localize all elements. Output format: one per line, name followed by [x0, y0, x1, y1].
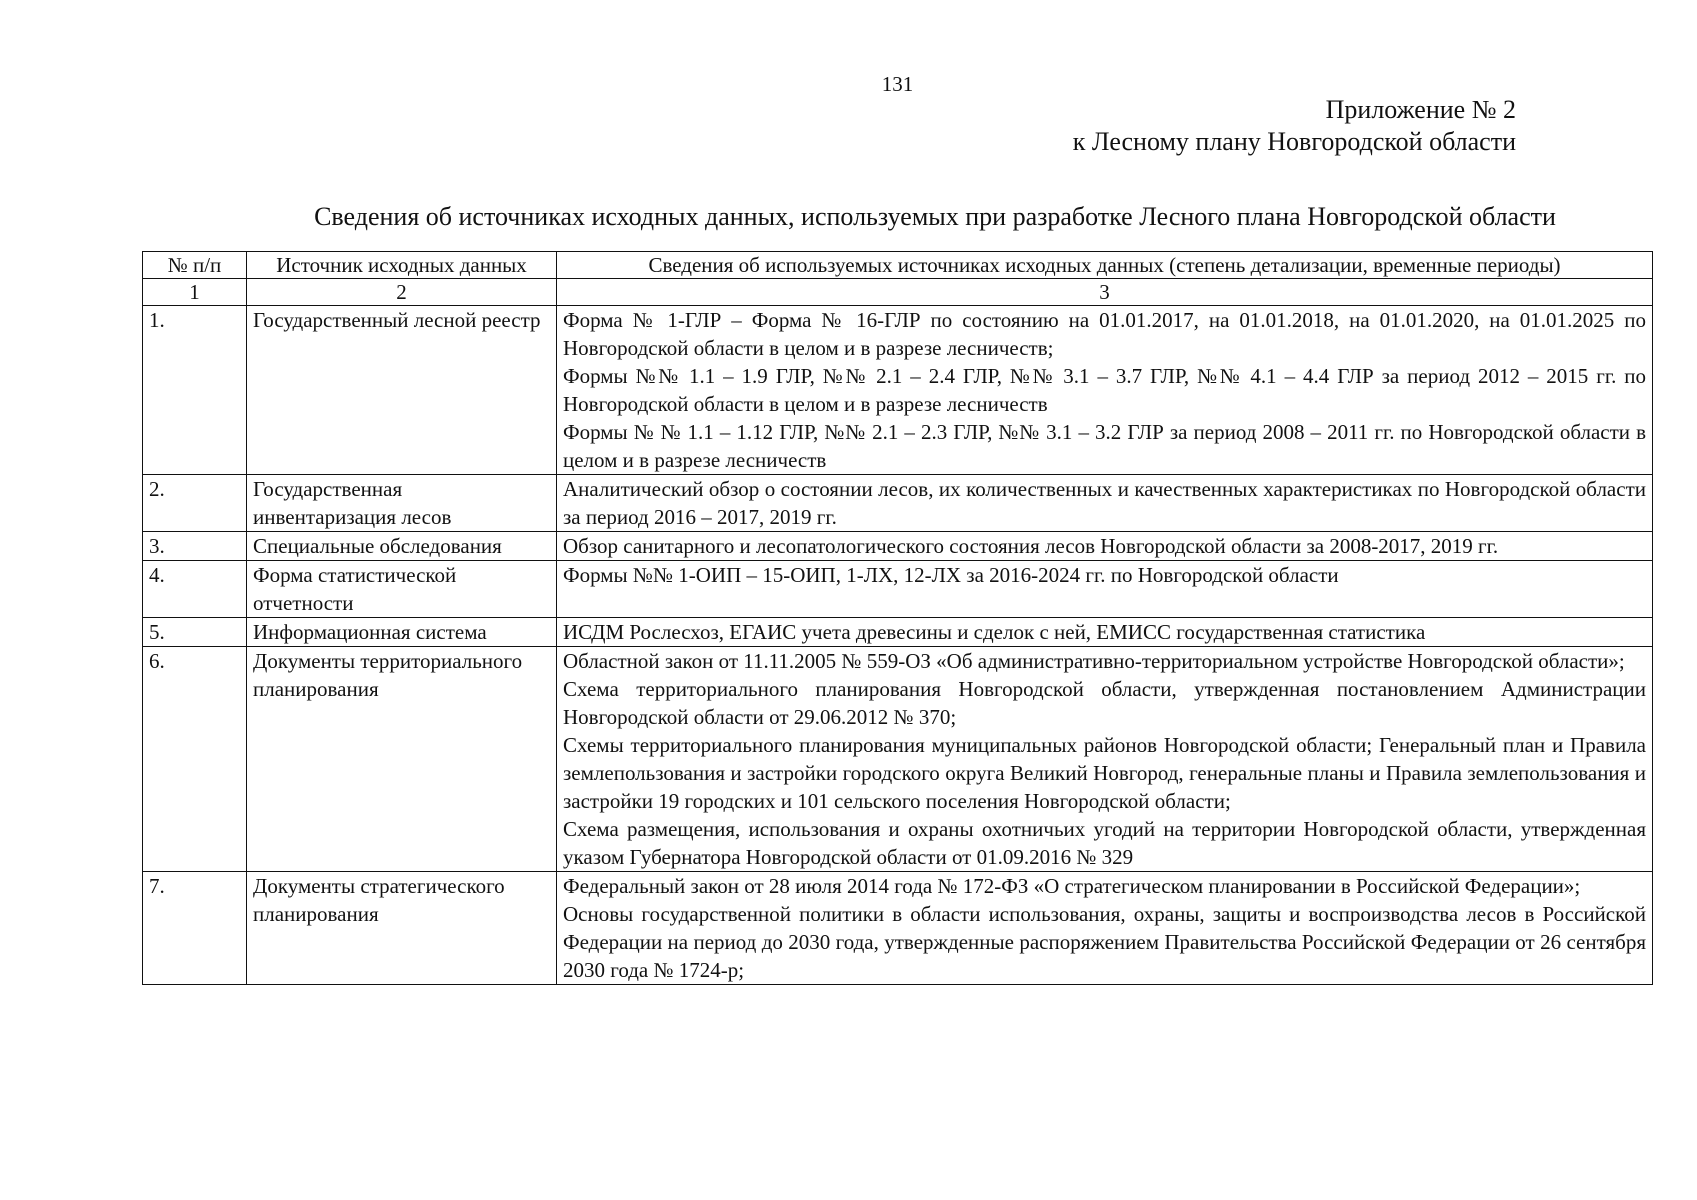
- row-number: 6.: [143, 647, 247, 872]
- detail-paragraph: Аналитический обзор о состоянии лесов, их количественных и качественных характеристиках по Новгородской области за период 2016 – 2017, 2019 гг.: [563, 477, 1646, 529]
- row-number: 3.: [143, 532, 247, 561]
- table-row: [143, 872, 1653, 985]
- column-number-row: [143, 279, 1653, 306]
- row-details: [557, 647, 1653, 872]
- table-row: [143, 561, 1653, 618]
- row-details: [557, 561, 1653, 618]
- sources-table: [142, 251, 1653, 985]
- table-row: [143, 475, 1653, 532]
- table-row: [143, 647, 1653, 872]
- appendix-line-2: к Лесному плану Новгородской области: [1072, 127, 1516, 156]
- detail-paragraph: Формы №№ 1.1 – 1.9 ГЛР, №№ 2.1 – 2.4 ГЛР, №№ 3.1 – 3.7 ГЛР, №№ 4.1 – 4.4 ГЛР за период 2012 – 2015 гг. по Новгородской области в целом и в разрезе лесничеств: [563, 364, 1646, 416]
- row-source: Форма статистической отчетности: [247, 561, 557, 618]
- row-source: Документы территориального планирования: [247, 647, 557, 872]
- appendix-label: [1073, 94, 1516, 158]
- row-source: Специальные обследования: [247, 532, 557, 561]
- document-title: Сведения об источниках исходных данных, используемых при разработке Лесного плана Новгородской области: [314, 202, 1556, 231]
- table-row: [143, 618, 1653, 647]
- appendix-line-1: Приложение № 2: [1325, 95, 1516, 124]
- row-details: [557, 532, 1653, 561]
- row-source: Государственный лесной реестр: [247, 306, 557, 475]
- column-number: 2: [247, 279, 557, 306]
- row-source: Информационная система: [247, 618, 557, 647]
- row-number: 7.: [143, 872, 247, 985]
- table-row: [143, 306, 1653, 475]
- detail-paragraph: ИСДМ Рослесхоз, ЕГАИС учета древесины и сделок с ней, ЕМИСС государственная статистика: [563, 620, 1426, 644]
- row-number: 5.: [143, 618, 247, 647]
- row-details: [557, 872, 1653, 985]
- row-source: Государственная инвентаризация лесов: [247, 475, 557, 532]
- detail-paragraph: Схема размещения, использования и охраны охотничьих угодий на территории Новгородской области, утвержденная указом Губернатора Новгородской области от 01.09.2016 № 329: [563, 817, 1646, 869]
- table-header-row: [143, 252, 1653, 279]
- header-details: Сведения об используемых источниках исходных данных (степень детализации, временные периоды): [557, 252, 1653, 279]
- detail-paragraph: Основы государственной политики в области использования, охраны, защиты и воспроизводства лесов в Российской Федерации на период до 2030 года, утвержденные распоряжением Правительства Российской Федерации от 26 сентября 2030 года № 1724-р;: [563, 902, 1646, 982]
- row-number: 4.: [143, 561, 247, 618]
- row-source: Документы стратегического планирования: [247, 872, 557, 985]
- row-details: [557, 306, 1653, 475]
- row-details: [557, 618, 1653, 647]
- row-number: 2.: [143, 475, 247, 532]
- row-details: [557, 475, 1653, 532]
- table-row: [143, 532, 1653, 561]
- detail-paragraph: Федеральный закон от 28 июля 2014 года № 172-ФЗ «О стратегическом планировании в Российской Федерации»;: [563, 874, 1581, 898]
- detail-paragraph: Форма № 1-ГЛР – Форма № 16-ГЛР по состоянию на 01.01.2017, на 01.01.2018, на 01.01.2020, на 01.01.2025 по Новгородской области в целом и в разрезе лесничеств;: [563, 308, 1646, 360]
- detail-paragraph: Областной закон от 11.11.2005 № 559-ОЗ «Об административно-территориальном устройстве Новгородской области»;: [563, 649, 1625, 673]
- detail-paragraph: Формы №№ 1-ОИП – 15-ОИП, 1-ЛХ, 12-ЛХ за 2016-2024 гг. по Новгородской области: [563, 563, 1339, 587]
- row-number: 1.: [143, 306, 247, 475]
- page-number: 131: [881, 72, 914, 96]
- detail-paragraph: Схемы территориального планирования муниципальных районов Новгородской области; Генеральный план и Правила землепользования и застройки городского округа Великий Новгород, генеральные планы и Правила землепользования и застройки 19 городских и 101 сельского поселения Новгородской области;: [563, 733, 1646, 813]
- detail-paragraph: Обзор санитарного и лесопатологического состояния лесов Новгородской области за 2008-2017, 2019 гг.: [563, 534, 1499, 558]
- detail-paragraph: Формы № № 1.1 – 1.12 ГЛР, №№ 2.1 – 2.3 ГЛР, №№ 3.1 – 3.2 ГЛР за период 2008 – 2011 гг. по Новгородской области в целом и в разрезе лесничеств: [563, 420, 1646, 472]
- header-number: № п/п: [143, 252, 247, 279]
- header-source: Источник исходных данных: [247, 252, 557, 279]
- detail-paragraph: Схема территориального планирования Новгородской области, утвержденная постановлением Администрации Новгородской области от 29.06.2012 № 370;: [563, 677, 1646, 729]
- column-number: 3: [557, 279, 1653, 306]
- column-number: 1: [143, 279, 247, 306]
